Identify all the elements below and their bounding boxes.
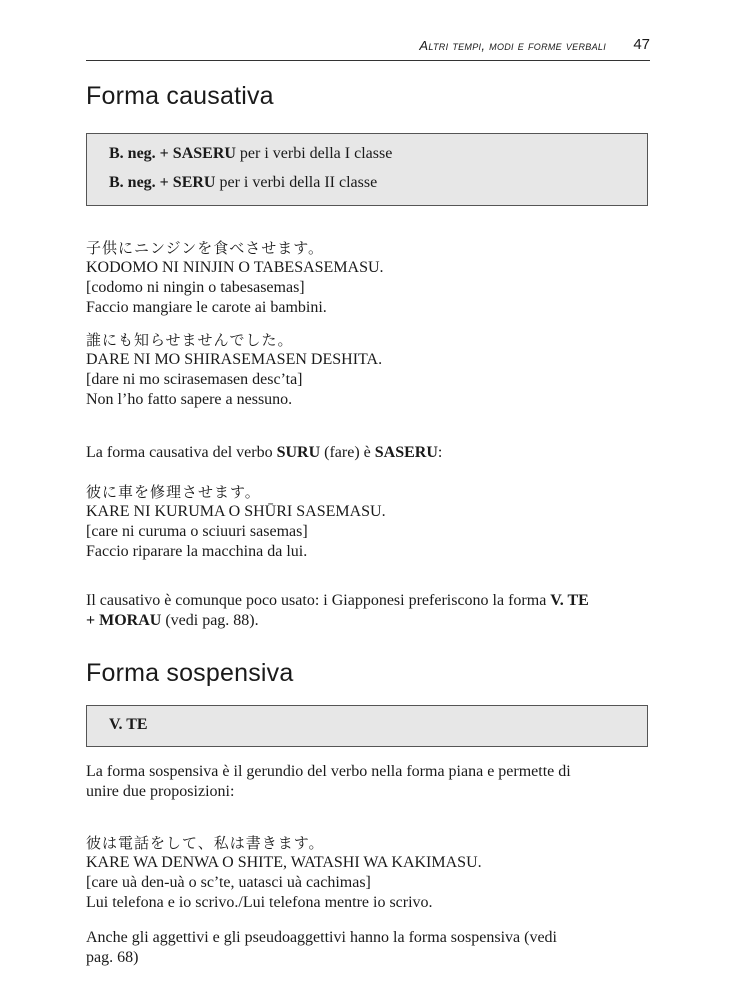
pronunciation: [codomo ni ningin o tabesasemas] (86, 279, 305, 296)
form-v-te: V. TE (550, 592, 589, 609)
pronunciation: [care uà den-uà o sc’te, uatasci uà cachimas] (86, 874, 371, 891)
romaji-sentence: KODOMO NI NINJIN O TABESASEMASU. (86, 259, 384, 276)
verb-saseru: SASERU (374, 444, 438, 461)
italian-translation: Lui telefona e io scrivo./Lui telefona mentre io scrivo. (86, 894, 433, 911)
note-line: pag. 68) (86, 949, 139, 966)
rule-line-2 (109, 174, 377, 192)
rule-formula: B. neg. + SERU (109, 174, 216, 191)
page-header (86, 36, 650, 61)
section-title-causative: Forma causativa (86, 82, 274, 110)
adjective-note (86, 928, 652, 968)
description-line: unire due proposizioni: (86, 783, 235, 800)
japanese-sentence: 子供にニンジンを食べさせます。 (86, 239, 325, 257)
italian-translation: Faccio mangiare le carote ai bambini. (86, 299, 327, 316)
section-title-suspensive: Forma sospensiva (86, 659, 294, 687)
example-causative-3 (86, 482, 652, 562)
causative-usage-note (86, 591, 652, 631)
note-line: Anche gli aggettivi e gli pseudoaggettivi hanno la forma sospensiva (vedi (86, 929, 557, 946)
japanese-sentence: 彼は電話をして、私は書きます。 (86, 834, 325, 852)
romaji-sentence: KARE WA DENWA O SHITE, WATASHI WA KAKIMASU. (86, 854, 482, 871)
rule-box-causative (86, 133, 648, 206)
pronunciation: [dare ni mo scirasemasen desc’ta] (86, 371, 303, 388)
romaji-sentence: KARE NI KURUMA O SHŪRI SASEMASU. (86, 503, 386, 520)
suru-causative-note (86, 443, 652, 463)
note-line: La forma causativa del verbo SURU (fare) è SASERU: (86, 444, 443, 461)
italian-translation: Faccio riparare la macchina da lui. (86, 543, 308, 560)
note-line: Il causativo è comunque poco usato: i Giapponesi preferiscono la forma V. TE (86, 592, 589, 609)
example-suspensive-1 (86, 833, 652, 913)
rule-description: per i verbi della I classe (235, 145, 393, 162)
verb-suru: SURU (276, 444, 321, 461)
running-title: Altri tempi, modi e forme verbali (419, 38, 606, 53)
form-morau: + MORAU (86, 612, 162, 629)
japanese-sentence: 誰にも知らせませんでした。 (86, 331, 294, 349)
rule-description: per i verbi della II classe (215, 174, 378, 191)
rule-line-1 (109, 716, 148, 734)
note-line: + MORAU (vedi pag. 88). (86, 612, 259, 629)
japanese-sentence: 彼に車を修理させます。 (86, 483, 261, 501)
rule-box-suspensive (86, 705, 648, 747)
example-causative-2 (86, 330, 652, 410)
example-causative-1 (86, 238, 652, 318)
description-line: La forma sospensiva è il gerundio del verbo nella forma piana e permette di (86, 763, 571, 780)
rule-formula: V. TE (109, 716, 148, 733)
suspensive-description (86, 762, 652, 802)
romaji-sentence: DARE NI MO SHIRASEMASEN DESHITA. (86, 351, 383, 368)
pronunciation: [care ni curuma o sciuuri sasemas] (86, 523, 308, 540)
page-number: 47 (633, 36, 650, 53)
rule-formula: B. neg. + SASERU (109, 145, 236, 162)
italian-translation: Non l’ho fatto sapere a nessuno. (86, 391, 293, 408)
rule-line-1 (109, 145, 392, 163)
